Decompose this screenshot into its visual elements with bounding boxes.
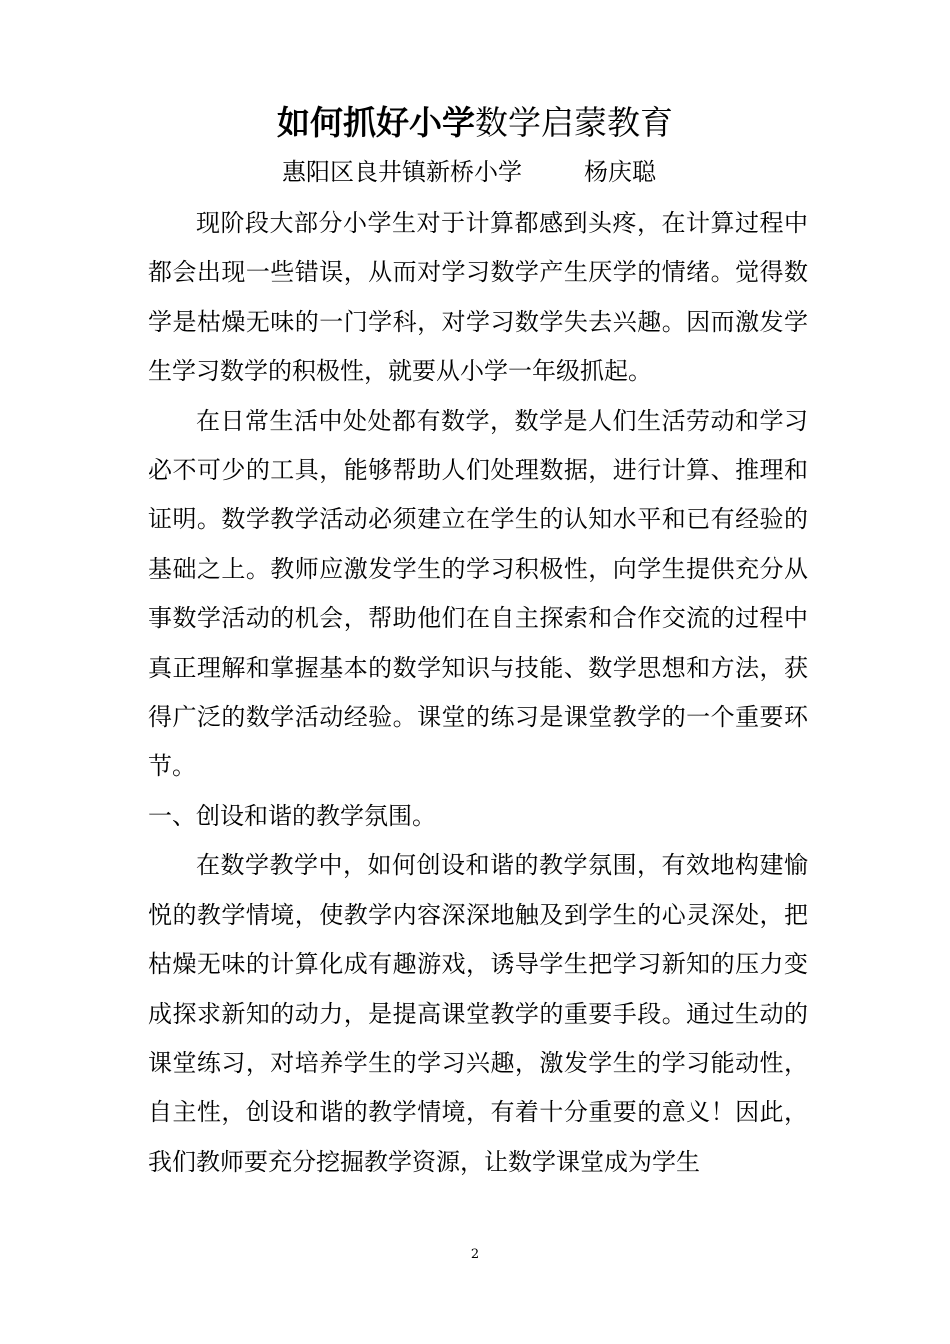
author-school: 惠阳区良井镇新桥小学 — [282, 158, 522, 186]
paragraph-2: 在日常生活中处处都有数学，数学是人们生活劳动和学习必不可少的工具，能够帮助人们处理数据，进行计算、推理和证明。数学教学活动必须建立在学生的认知水平和已有经验的基础之上。教师应激发学生的学习积极性，向学生提供充分从事数学活动的机会，帮助他们在自主探索和合作交流的过程中真正理解和掌握基本的数学知识与技能、数学思想和方法，获得广泛的数学活动经验。课堂的练习是课堂教学的一个重要环节。 — [148, 406, 808, 781]
paragraph-1: 现阶段大部分小学生对于计算都感到头疼，在计算过程中都会出现一些错误，从而对学习数学产生厌学的情绪。觉得数学是枯燥无味的一门学科，对学习数学失去兴趣。因而激发学生学习数学的积极性，就要从小学一年级抓起。 — [148, 209, 808, 386]
document-title-bold: 如何抓好小学 — [277, 103, 475, 142]
author-line — [282, 150, 656, 194]
document-body — [148, 199, 808, 1187]
section-heading: 一、创设和谐的教学氛围。 — [148, 801, 436, 830]
author-name: 杨庆聪 — [584, 158, 656, 186]
page-number: 2 — [470, 1247, 480, 1262]
paragraph-3: 在数学教学中，如何创设和谐的教学氛围，有效地构建愉悦的教学情境，使教学内容深深地触及到学生的心灵深处，把枯燥无味的计算化成有趣游戏，诱导学生把学习新知的压力变成探求新知的动力，是提高课堂教学的重要手段。通过生动的课堂练习，对培养学生的学习兴趣，激发学生的学习能动性，自主性，创设和谐的教学情境，有着十分重要的意义！因此，我们教师要充分挖掘教学资源，让数学课堂成为学生 — [148, 851, 808, 1176]
document-title — [0, 98, 950, 148]
document-title-rest: 数学启蒙教育 — [475, 103, 673, 142]
